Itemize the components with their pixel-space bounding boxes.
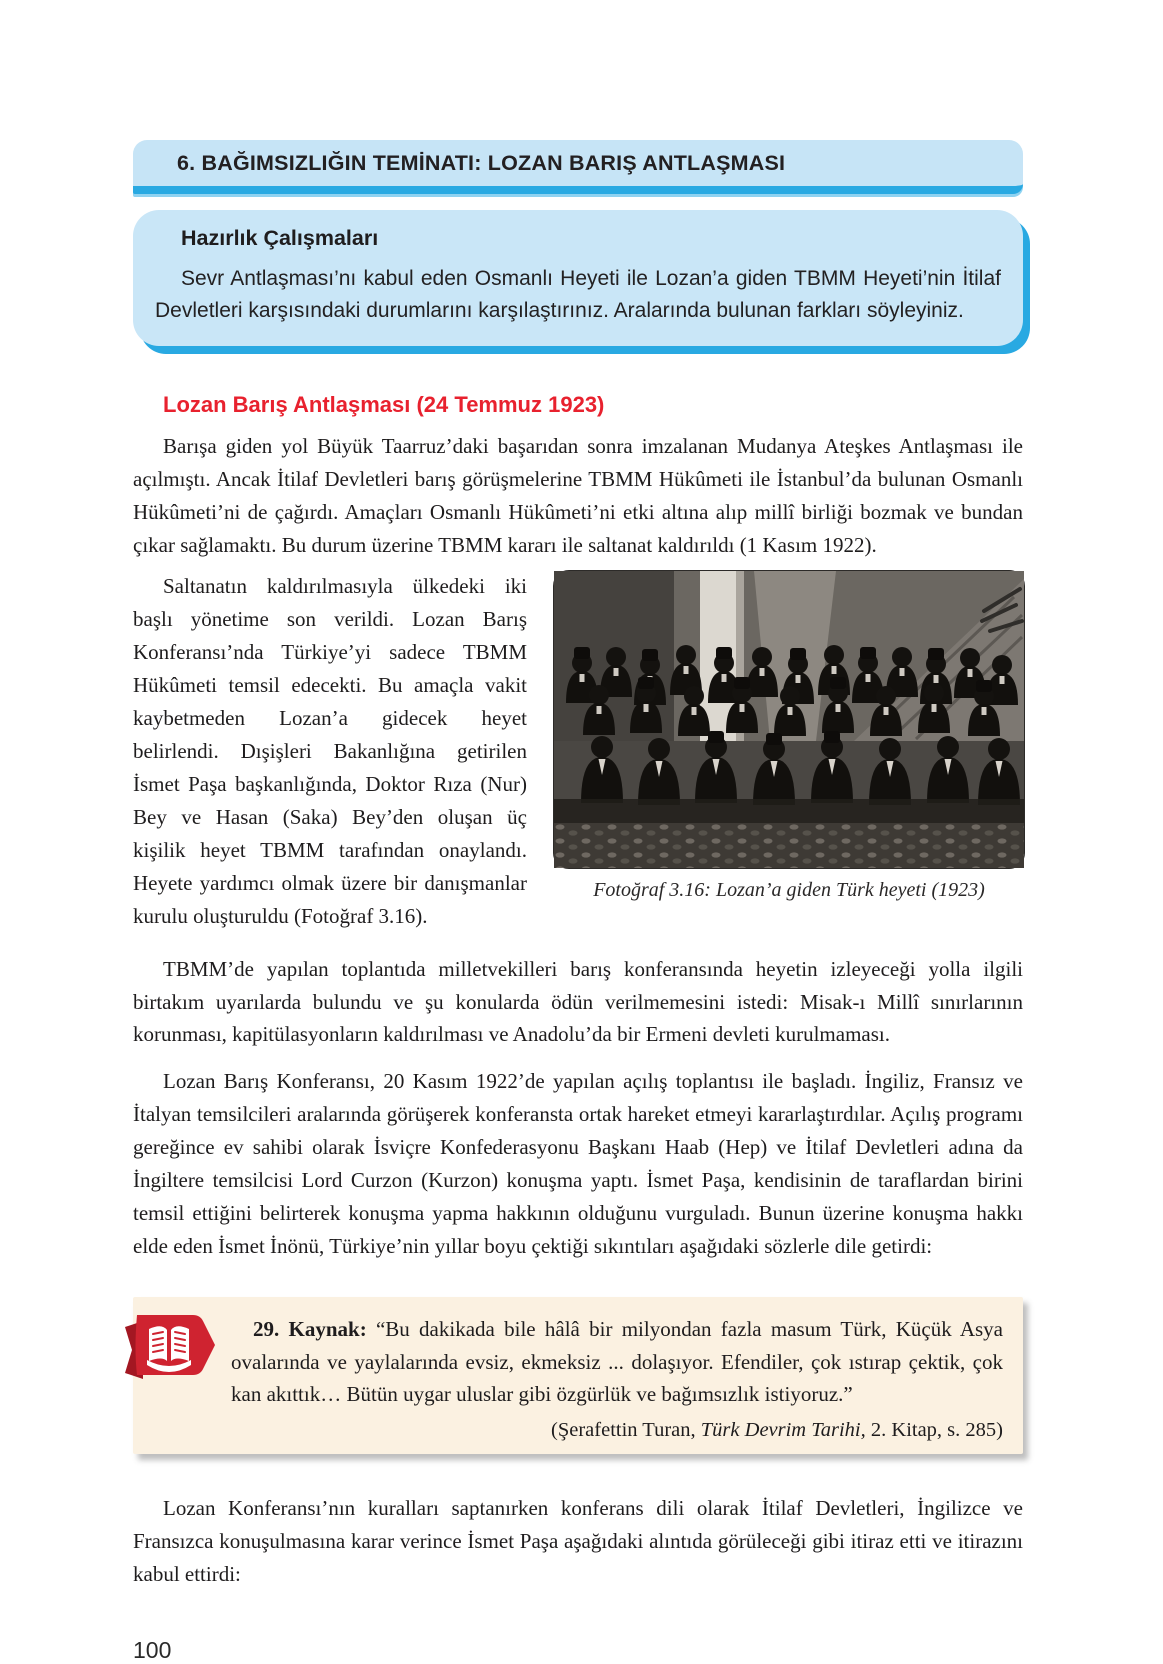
left-column — [133, 570, 527, 933]
preparation-title: Hazırlık Çalışmaları — [181, 226, 379, 250]
group-photo — [553, 570, 1025, 869]
citation-prefix: (Şerafettin Turan, — [551, 1418, 701, 1441]
page-number: 100 — [133, 1636, 172, 1663]
source-quote — [153, 1313, 1003, 1411]
section-title-band — [133, 140, 1023, 194]
citation-title: Türk Devrim Tarihi, — [700, 1418, 866, 1441]
text-photo-columns — [133, 570, 1023, 933]
section-title: 6. BAĞIMSIZLIĞIN TEMİNATI: LOZAN BARIŞ ANTLAŞMASI — [177, 150, 786, 175]
paragraph-5: Lozan Konferansı’nın kuralları saptanırken konferans dili olarak İtilaf Devletleri, İngilizce ve Fransızca konuşulmasına karar verince İsmet Paşa aşağıdaki alıntıda görüleceği gibi itiraz etti ve itirazını kabul ettirdi: — [133, 1495, 1023, 1586]
group-photo-illustration — [554, 571, 1024, 868]
source-citation — [153, 1419, 1003, 1442]
paragraph-3: TBMM’de yapılan toplantıda milletvekilleri barış konferansında heyetin izleyeceği yolla ilgili birtakım uyarılarda bulundu ve şu konularda ödün verilmemesini istedi: Misak-ı Millî sınırlarının korunması, kapitülasyonların kaldırılması ve Anadolu’da bir Ermeni devleti kurulmaması. — [133, 956, 1023, 1047]
open-book-icon — [121, 1309, 217, 1387]
paragraph-4: Lozan Barış Konferansı, 20 Kasım 1922’de yapılan açılış toplantısı ile başladı. İngiliz, Fransız ve İtalyan temsilcileri aralarında görüşerek konferansta ortak hareket etmeyi kararlaştırdılar. Açılış programı gereğince ev sahibi olarak İsviçre Konfederasyonu Başkanı Haab (Hep) ve İtilaf Devletleri adına da İngiltere temsilcisi Lord Curzon (Kurzon) konuşma yaptı. İsmet Paşa, kendisinin de taraflardan birini temsil ettiğini belirterek konuşma yapma hakkının olduğunu vurguladı. Bunun üzerine konuşma hakkı elde eden İsmet İnönü, Türkiye’nin yıllar boyu çektiği sıkıntıları aşağıdaki sözlerle dile getirdi: — [133, 1069, 1023, 1259]
preparation-activity-box — [133, 210, 1023, 346]
topic-heading: Lozan Barış Antlaşması (24 Temmuz 1923) — [163, 392, 605, 417]
preparation-body: Sevr Antlaşması’nı kabul eden Osmanlı Heyeti ile Lozan’a giden TBMM Heyeti’nin İtilaf Devletleri karşısındaki durumlarını karşılaştırınız. Aralarında bulunan farkları söyleyiniz. — [155, 267, 1001, 322]
source-box — [133, 1297, 1023, 1454]
source-label: 29. Kaynak: — [253, 1317, 367, 1342]
paragraph-2: Saltanatın kaldırılmasıyla ülkedeki iki başlı yönetime son verildi. Lozan Barış Konferansı’nda Türkiye’yi sadece TBMM Hükûmeti temsil edecekti. Bu amaçla vakit kaybetmeden Lozan’a gidecek heyet belirlendi. Dışişleri Bakanlığına getirilen İsmet Paşa başkanlığında, Doktor Rıza (Nur) Bey ve Hasan (Saka) Bey’den oluşan üç kişilik heyet TBMM tarafından onaylandı. Heyete yardımcı olmak üzere bir danışmanlar kurulu oluşturuldu (Fotoğraf 3.16). — [133, 573, 527, 928]
photo-caption: Fotoğraf 3.16: Lozan’a giden Türk heyeti (1923) — [593, 878, 985, 901]
citation-suffix: 2. Kitap, s. 285) — [865, 1418, 1003, 1441]
figure-3-16 — [553, 570, 1025, 933]
source-quote-text: “Bu dakikada bile hâlâ bir milyondan fazla masum Türk, Küçük Asya ovalarında ve yaylalarında evsiz, ekmeksiz ... dolaşıyor. Efendiler, çok ıstırap çektik, çok kan akıttık… Bütün uygar uluslar gibi özgürlük ve bağımsızlık istiyoruz.” — [231, 1317, 1003, 1407]
paragraph-1: Barışa giden yol Büyük Taarruz’daki başarıdan sonra imzalanan Mudanya Ateşkes Antlaşması ile açılmıştı. Ancak İtilaf Devletleri barış görüşmelerine TBMM Hükûmeti ile İstanbul’da bulunan Osmanlı Hükûmeti’ni de çağırdı. Amaçları Osmanlı Hükûmeti’ni etki altına alıp millî birliği bozmak ve bundan çıkar sağlamaktı. Bu durum üzerine TBMM kararı ile saltanat kaldırıldı (1 Kasım 1922). — [133, 434, 1023, 557]
